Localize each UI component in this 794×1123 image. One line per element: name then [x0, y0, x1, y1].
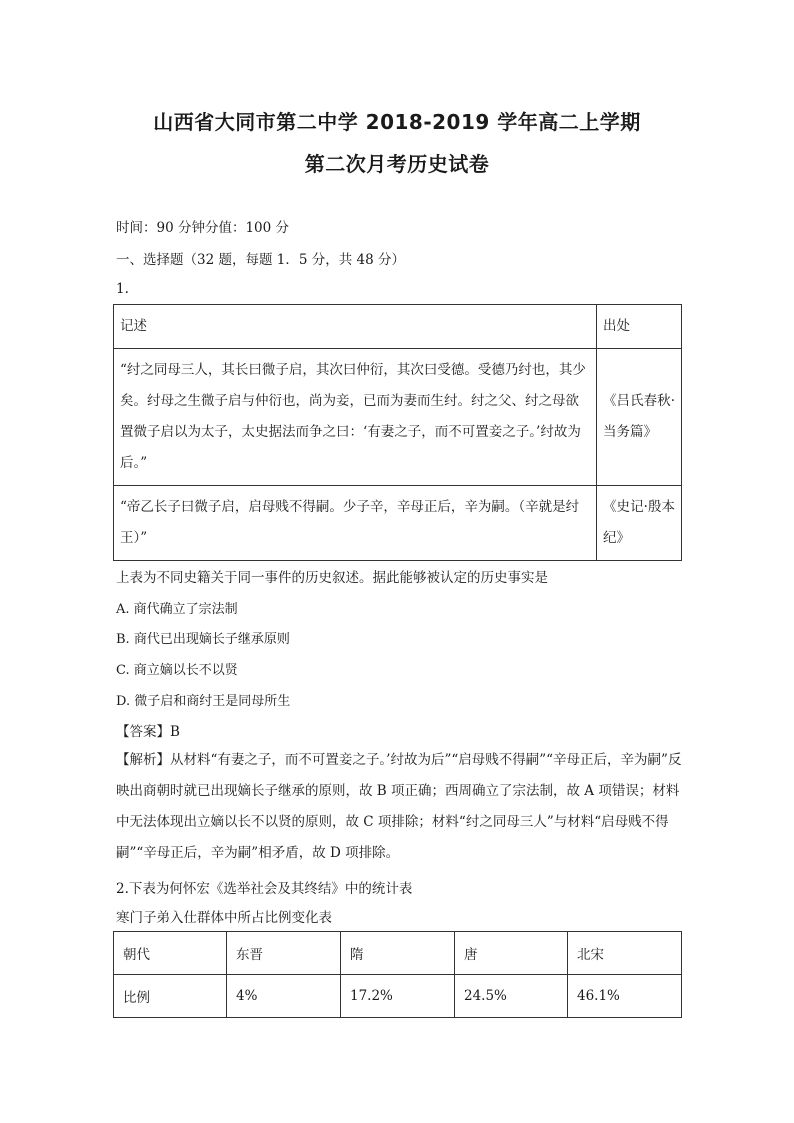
row-label-ratio: 比例 — [114, 975, 227, 1018]
table-row — [114, 349, 682, 486]
q1-material-table — [113, 304, 682, 561]
header-beisong: 北宋 — [568, 932, 682, 975]
time-score-line: 时间：90 分钟分值：100 分 — [116, 220, 290, 236]
option-b: B. 商代已出现嫡长子继承原则 — [116, 632, 290, 647]
exam-title: 山西省大同市第二中学 2018-2019 学年高二上学期 — [153, 110, 641, 134]
header-tang: 唐 — [455, 932, 568, 975]
table-row — [114, 486, 682, 561]
ratio-table-title: 寒门子弟入仕群体中所占比例变化表 — [116, 910, 332, 926]
source-cell: 《史记·殷本纪》 — [597, 486, 682, 561]
ratio-beisong: 46.1% — [568, 975, 682, 1018]
ratio-dongjin: 4% — [227, 975, 341, 1018]
header-record: 记述 — [114, 305, 597, 349]
source-cell: 《吕氏春秋·当务篇》 — [597, 349, 682, 486]
ratio-tang: 24.5% — [455, 975, 568, 1018]
analysis-paragraph: 【解析】从材料“有妻之子，而不可置妾之子。’纣故为后”“启母贱不得嗣”“辛母正后，辛为嗣”反映出商朝时就已出现嫡长子继承的原则，故 B 项正确；西周确立了宗法制，故 A 项错误；材料中无法体现出立嫡以长不以贤的原则，故 C 项排除；材料“纣之同母三人”与材料“启母贱不得嗣”“辛母正后，辛为嗣”相矛盾，故 D 项排除。 — [116, 752, 682, 861]
header-dynasty: 朝代 — [114, 932, 227, 975]
option-c: C. 商立嫡以长不以贤 — [116, 663, 238, 678]
option-d: D. 微子启和商纣王是同母所生 — [116, 694, 291, 709]
question-2-stem: 2.下表为何怀宏《选举社会及其终结》中的统计表 — [116, 881, 413, 897]
question-1-number: 1. — [116, 281, 129, 297]
header-dongjin: 东晋 — [227, 932, 341, 975]
answer-line: 【答案】B — [116, 724, 180, 740]
section-heading: 一、选择题（32 题，每题 1．5 分，共 48 分） — [116, 252, 405, 268]
record-cell: “帝乙长子曰微子启，启母贱不得嗣。少子辛，辛母正后，辛为嗣。（辛就是纣王）” — [114, 486, 597, 561]
option-a: A. 商代确立了宗法制 — [116, 602, 238, 617]
header-sui: 隋 — [341, 932, 455, 975]
question-1-stem: 上表为不同史籍关于同一事件的历史叙述。据此能够被认定的历史事实是 — [116, 570, 548, 586]
table-row — [114, 975, 682, 1018]
ratio-sui: 17.2% — [341, 975, 455, 1018]
q2-ratio-table — [113, 931, 682, 1018]
header-source: 出处 — [597, 305, 682, 349]
exam-subtitle: 第二次月考历史试卷 — [304, 152, 490, 176]
table-header-row — [114, 305, 682, 349]
record-cell: “纣之同母三人，其长曰微子启，其次曰仲衍，其次曰受德。受德乃纣也，其少矣。纣母之生微子启与仲衍也，尚为妾，已而为妻而生纣。纣之父、纣之母欲置微子启以为太子，太史据法而争之曰：‘有妻之子，而不可置妾之子。’纣故为后。” — [114, 349, 597, 486]
table-header-row — [114, 932, 682, 975]
